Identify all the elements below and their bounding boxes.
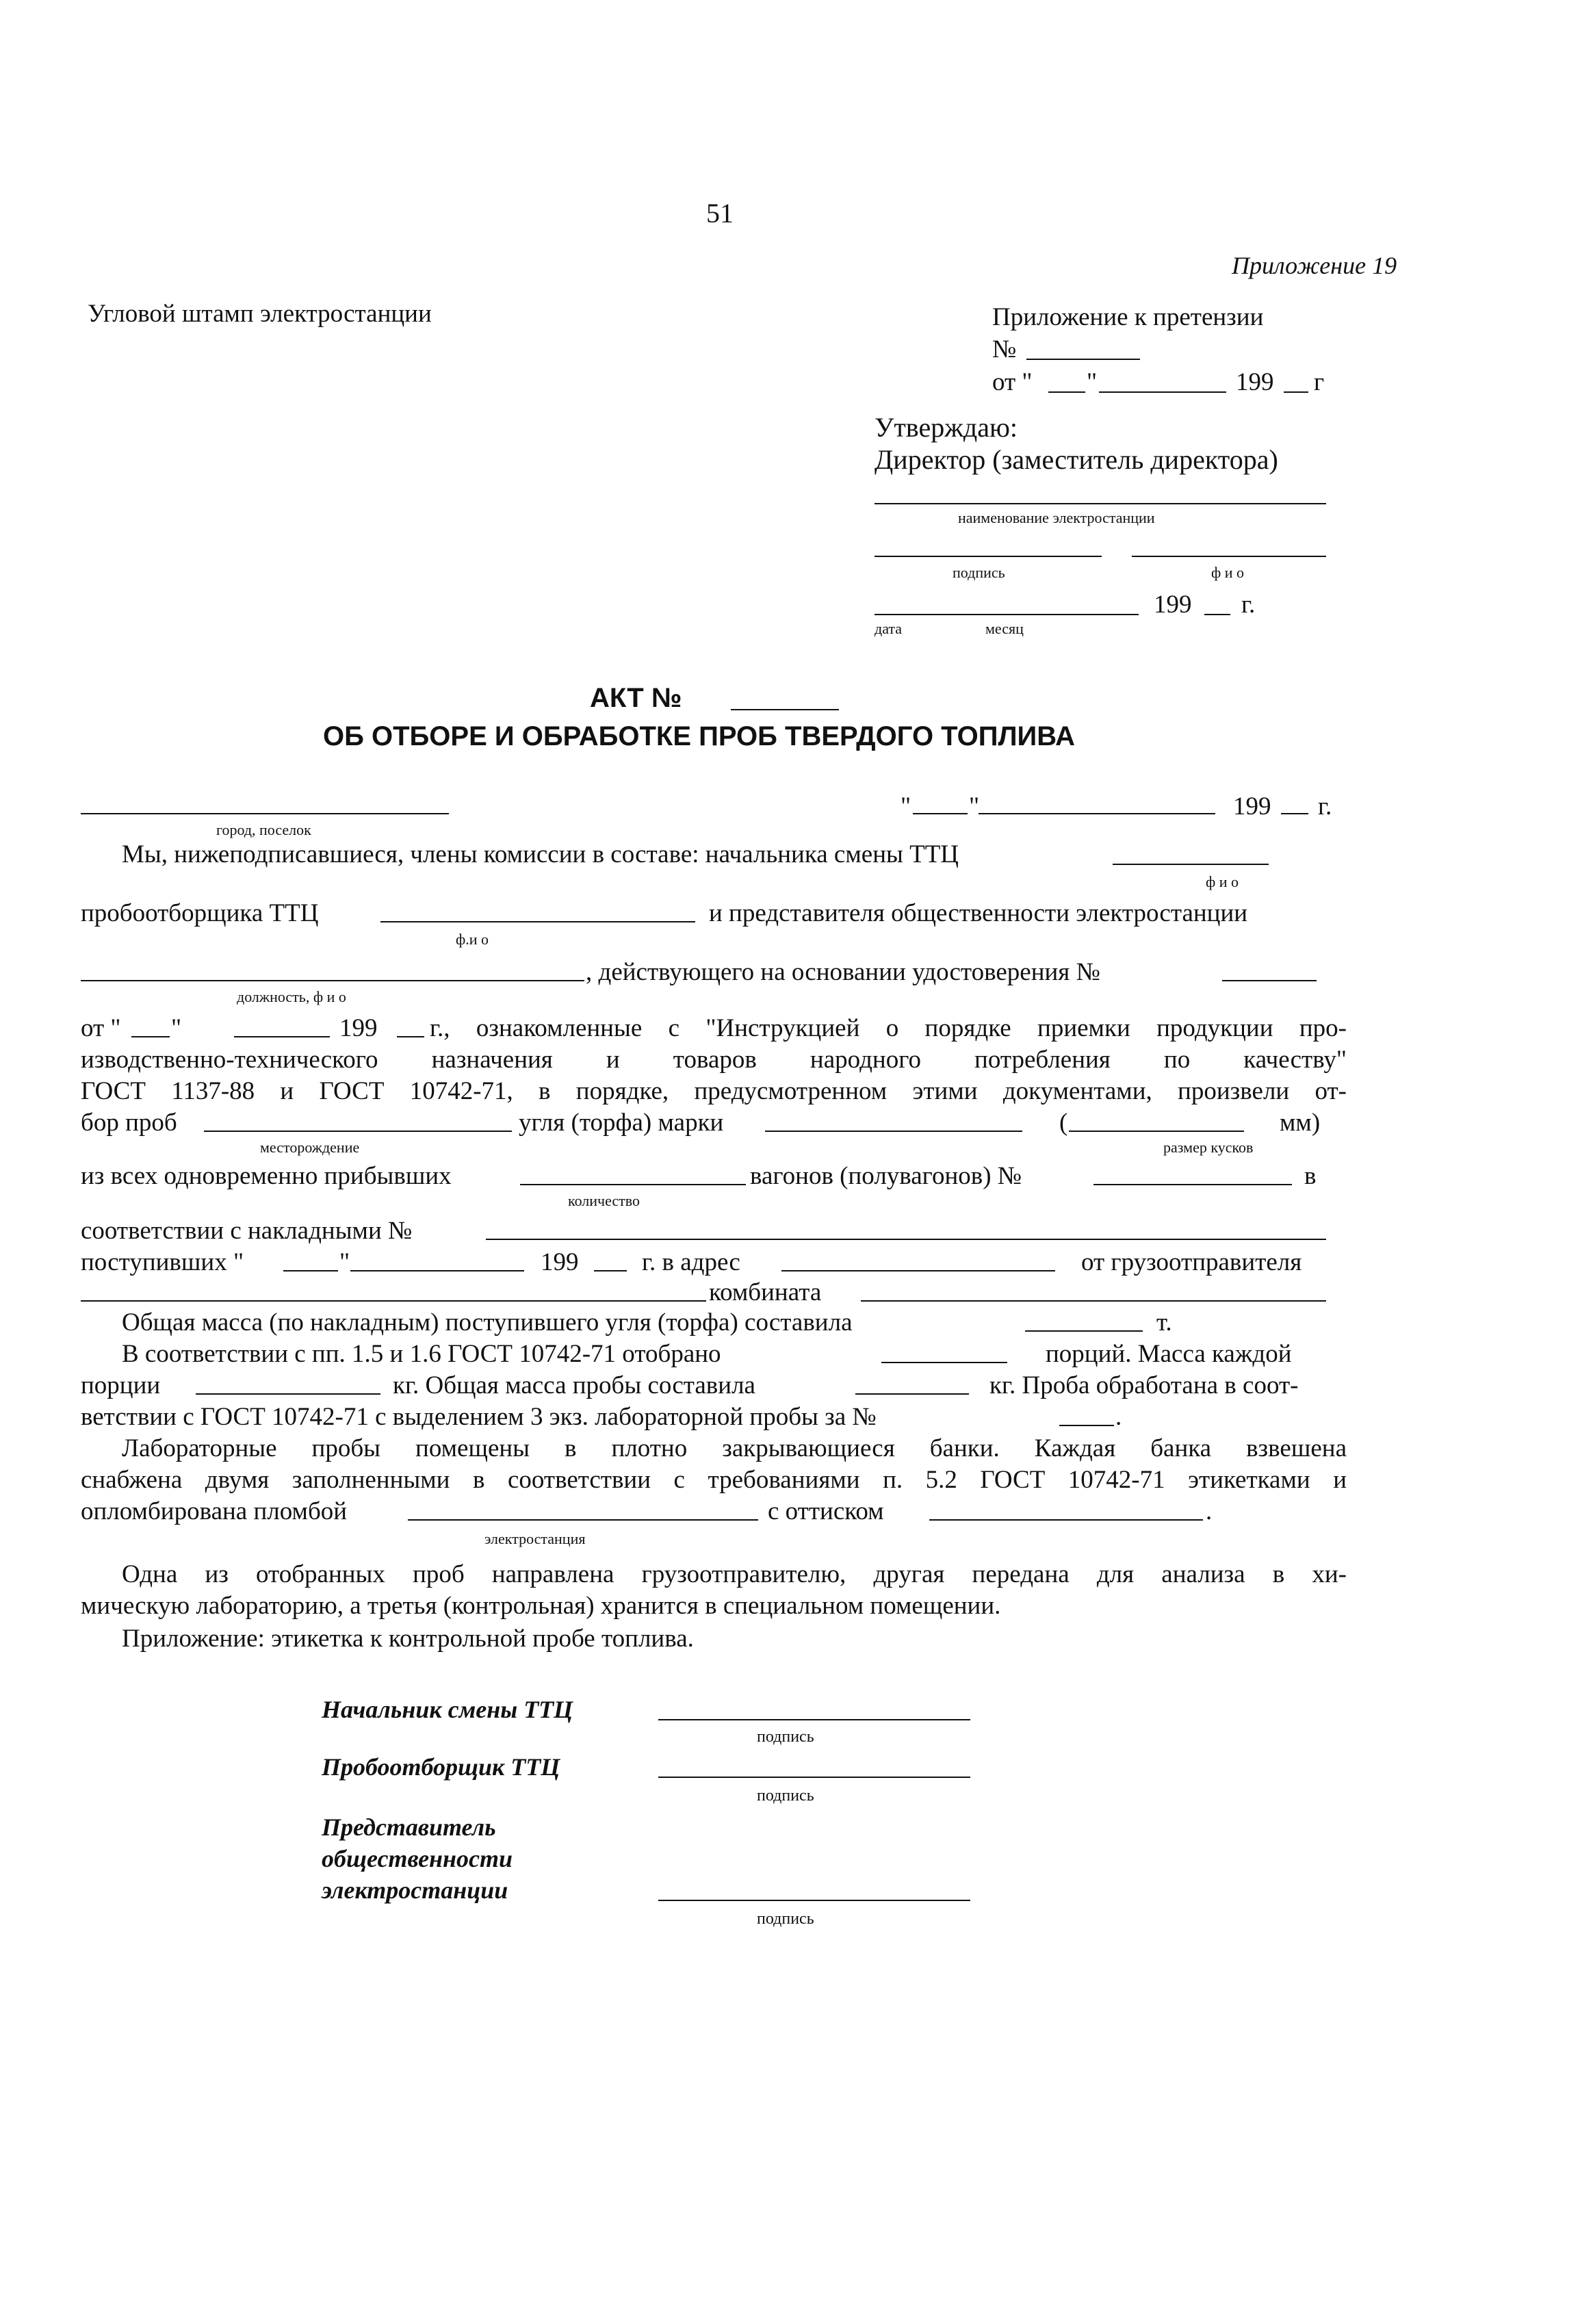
director-label: Директор (заместитель директора) xyxy=(875,444,1278,475)
approve-label: Утверждаю: xyxy=(875,412,1018,443)
claim-month-line[interactable] xyxy=(1099,391,1226,393)
approval-year-suffix: г. xyxy=(1241,591,1256,619)
sampler-signature-line[interactable] xyxy=(658,1777,970,1778)
claim-number-label: № xyxy=(992,335,1017,363)
body-line-10e: от грузоотправителя xyxy=(1081,1248,1302,1276)
sample-mass-line[interactable] xyxy=(855,1393,969,1395)
total-mass-line[interactable] xyxy=(1025,1330,1143,1332)
body-line-14b: кг. Общая масса пробы составила xyxy=(393,1371,755,1399)
instr-month-line[interactable] xyxy=(234,1036,330,1037)
claim-year-line[interactable] xyxy=(1284,391,1308,393)
body-line-4b: " xyxy=(171,1014,182,1042)
claim-year-suffix: г xyxy=(1314,368,1325,396)
director-signature-line[interactable] xyxy=(875,556,1102,557)
imprint-line[interactable] xyxy=(929,1519,1203,1521)
body-line-13b: порций. Масса каждой xyxy=(1046,1340,1292,1368)
corner-stamp-label: Угловой штамп электростанции xyxy=(88,300,432,328)
body-line-20: мическую лабораторию, а третья (контрольная) хранится в специальном помещении. xyxy=(81,1592,1001,1620)
body-line-2b: и представителя общественности электростанции xyxy=(709,899,1248,927)
date-caption: дата xyxy=(875,620,903,637)
coal-grade-line[interactable] xyxy=(765,1131,1022,1132)
shipper-line[interactable] xyxy=(81,1300,706,1302)
shift-head-signature-line[interactable] xyxy=(658,1719,970,1720)
body-line-13a: В соответствии с пп. 1.5 и 1.6 ГОСТ 10742-71 отобрано xyxy=(122,1340,721,1368)
shift-head-signature-caption: подпись xyxy=(757,1728,814,1746)
lump-size-line[interactable] xyxy=(1069,1131,1244,1132)
deposit-caption: месторождение xyxy=(260,1139,360,1156)
instr-day-line[interactable] xyxy=(131,1036,170,1037)
body-line-4d: г., ознакомленные с "Инструкцией о порядке приемки продукции про- xyxy=(430,1014,1347,1042)
fio-caption-1: ф и о xyxy=(1206,873,1239,890)
portions-count-line[interactable] xyxy=(881,1362,1007,1363)
lump-size-caption: размер кусков xyxy=(1163,1139,1254,1156)
body-line-14c: кг. Проба обработана в соот- xyxy=(989,1371,1299,1399)
shift-head-label: Начальник смены ТТЦ xyxy=(322,1696,573,1723)
claim-attachment-title: Приложение к претензии xyxy=(992,303,1264,331)
act-month-line[interactable] xyxy=(979,813,1215,814)
rep-position-fio-line[interactable] xyxy=(81,980,584,981)
position-fio-caption: должность, ф и о xyxy=(237,988,346,1005)
body-line-10a: поступивших " xyxy=(81,1248,244,1276)
fio-caption-2: ф.и о xyxy=(456,931,489,948)
body-line-10d: г. в адрес xyxy=(642,1248,740,1276)
appendix-label: Приложение 19 xyxy=(1232,252,1397,279)
body-line-8a: из всех одновременно прибывших xyxy=(81,1162,452,1190)
body-line-7d: мм) xyxy=(1280,1109,1321,1137)
body-line-4c: 199 xyxy=(339,1014,378,1042)
sampler-signature-caption: подпись xyxy=(757,1787,814,1805)
sampler-label: Пробоотборщик ТТЦ xyxy=(322,1753,560,1781)
address-line[interactable] xyxy=(781,1270,1055,1271)
station-caption: электростанция xyxy=(484,1530,586,1547)
claim-number-line[interactable] xyxy=(1026,359,1140,360)
body-line-19: Одна из отобранных проб направлена грузоотправителю, другая передана для анализа в хи- xyxy=(122,1560,1347,1588)
fio-caption: ф и о xyxy=(1211,564,1245,581)
body-line-9: соответствии с накладными № xyxy=(81,1217,413,1245)
month-caption: месяц xyxy=(985,620,1024,637)
body-line-4a: от " xyxy=(81,1014,121,1042)
body-line-11: комбината xyxy=(709,1278,822,1306)
city-line[interactable] xyxy=(81,813,449,814)
rep-label-line-2: общественности xyxy=(322,1845,513,1872)
body-line-5: изводственно-технического назначения и товаров народного потребления по качеству" xyxy=(81,1046,1347,1074)
body-line-15b: . xyxy=(1115,1403,1122,1431)
rep-label-line-1: Представитель xyxy=(322,1813,496,1841)
portion-mass-line[interactable] xyxy=(196,1393,380,1395)
act-number-line[interactable] xyxy=(731,709,839,710)
station-name-line[interactable] xyxy=(875,503,1326,504)
body-line-7c: ( xyxy=(1059,1109,1068,1137)
instr-year-line[interactable] xyxy=(397,1036,424,1037)
body-line-21: Приложение: этикетка к контрольной пробе топлива. xyxy=(122,1625,694,1653)
city-caption: город, поселок xyxy=(216,821,311,838)
body-line-12a: Общая масса (по накладным) поступившего угля (торфа) составила xyxy=(122,1308,853,1337)
seal-line[interactable] xyxy=(408,1519,758,1521)
rep-signature-line[interactable] xyxy=(658,1900,970,1901)
station-name-caption: наименование электростанции xyxy=(958,509,1155,526)
body-line-15a: ветствии с ГОСТ 10742-71 с выделением 3 экз. лабораторной пробы за № xyxy=(81,1403,877,1431)
claim-day-line[interactable] xyxy=(1048,391,1085,393)
arrival-month-line[interactable] xyxy=(350,1270,524,1271)
body-line-18c: . xyxy=(1206,1497,1213,1525)
body-line-17: снабжена двумя заполненными в соответствии с требованиями п. 5.2 ГОСТ 10742-71 этикетками и xyxy=(81,1466,1347,1494)
claim-date-prefix: от " xyxy=(992,368,1033,396)
body-line-7a: бор проб xyxy=(81,1109,177,1137)
arrival-year-line[interactable] xyxy=(594,1270,627,1271)
body-line-1: Мы, нижеподписавшиеся, члены комиссии в составе: начальника смены ТТЦ xyxy=(122,840,959,868)
body-line-14a: порции xyxy=(81,1371,161,1399)
director-fio-line[interactable] xyxy=(1132,556,1326,557)
claim-year-label: 199 xyxy=(1236,368,1274,396)
body-line-6: ГОСТ 1137-88 и ГОСТ 10742-71, в порядке, предусмотренном этими документами, произвели от- xyxy=(81,1077,1347,1105)
body-line-18b: с оттиском xyxy=(768,1497,884,1525)
quantity-caption: количество xyxy=(568,1192,640,1209)
body-line-18a: опломбирована пломбой xyxy=(81,1497,348,1525)
approval-year-label: 199 xyxy=(1154,591,1192,619)
approval-year-line[interactable] xyxy=(1204,614,1230,615)
body-line-8c: в xyxy=(1304,1162,1317,1190)
act-year-suffix: г. xyxy=(1318,792,1332,821)
combine-line[interactable] xyxy=(861,1300,1326,1302)
deposit-line[interactable] xyxy=(204,1131,512,1132)
body-line-10c: 199 xyxy=(541,1248,579,1276)
body-line-2a: пробоотборщика ТТЦ xyxy=(81,899,319,927)
act-date-open-quote: " xyxy=(901,792,911,821)
claim-date-quote: " xyxy=(1087,368,1098,396)
shift-head-fio-line[interactable] xyxy=(1113,864,1269,865)
act-year-line[interactable] xyxy=(1281,813,1308,814)
act-day-line[interactable] xyxy=(913,813,968,814)
signature-caption: подпись xyxy=(953,564,1005,581)
sampler-fio-line[interactable] xyxy=(380,921,695,922)
body-line-10b: " xyxy=(339,1248,350,1276)
lab-sample-number-line[interactable] xyxy=(1059,1425,1114,1426)
rep-label-line-3: электростанции xyxy=(322,1876,508,1904)
wagon-count-line[interactable] xyxy=(520,1184,746,1185)
body-line-7b: угля (торфа) марки xyxy=(519,1109,724,1137)
body-line-12b: т. xyxy=(1156,1308,1172,1337)
body-line-16: Лабораторные пробы помещены в плотно закрывающиеся банки. Каждая банка взвешена xyxy=(122,1434,1347,1462)
rep-signature-caption: подпись xyxy=(757,1910,814,1928)
act-title: ОБ ОТБОРЕ И ОБРАБОТКЕ ПРОБ ТВЕРДОГО ТОПЛИВА xyxy=(323,721,1076,751)
approval-date-line[interactable] xyxy=(875,614,1139,615)
page-number: 51 xyxy=(706,198,734,229)
waybill-number-line[interactable] xyxy=(486,1239,1326,1240)
act-number-label: АКТ № xyxy=(590,683,682,713)
arrival-day-line[interactable] xyxy=(283,1270,338,1271)
wagon-number-line[interactable] xyxy=(1093,1184,1292,1185)
body-line-3: , действующего на основании удостоверения № xyxy=(586,958,1100,986)
body-line-8b: вагонов (полувагонов) № xyxy=(750,1162,1022,1190)
id-number-line[interactable] xyxy=(1222,980,1317,981)
act-year-label: 199 xyxy=(1233,792,1271,821)
act-date-close-quote: " xyxy=(969,792,980,821)
